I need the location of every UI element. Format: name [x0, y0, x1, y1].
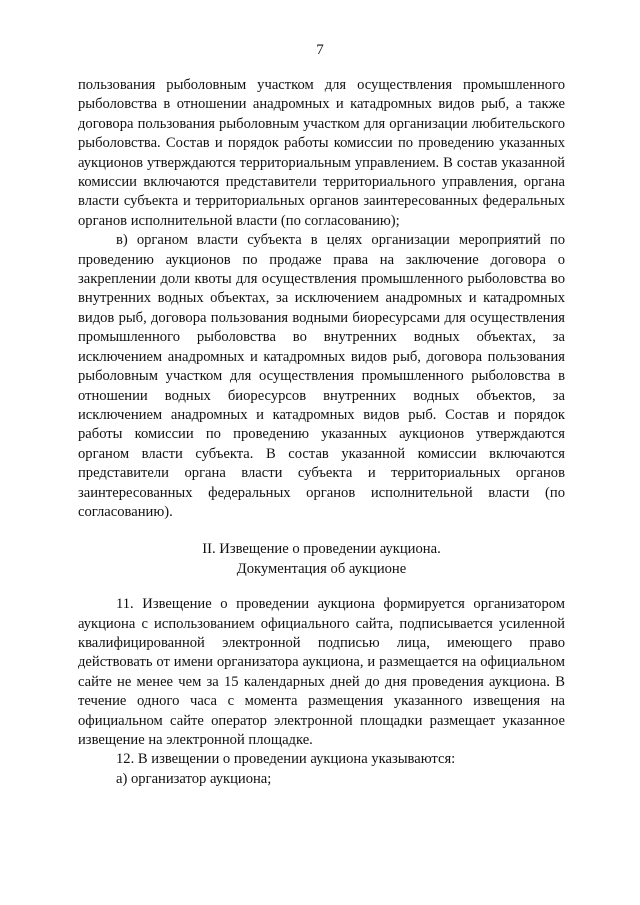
paragraph-item-11: 11. Извещение о проведении аукциона формируется организатором аукциона с использованием официального сайта, подписывается усиленной квалифицированной электронной подписью лица, имеющего право действовать от имени организатора аукциона, и размещается на официальном сайте не менее чем за 15 календарных дней до дня проведения аукциона. В течение одного часа с момента размещения указанного извещения на официальном сайте оператор электронной площадки размещает указанное извещение на электронной площадке. [78, 596, 565, 748]
paragraph-item-12: 12. В извещении о проведении аукциона указываются: [116, 751, 456, 768]
document-body [78, 76, 565, 789]
paragraph-item-v: в) органом власти субъекта в целях организации мероприятий по проведению аукционов по продаже права на заключение договора о закреплении доли квоты для осуществления промышленного рыболовства во внутренних водных объектах, за исключением анадромных и катадромных видов рыб, договора пользования водными биоресурсами для осуществления промышленного рыболовства во внутренних водных объектах, за исключением анадромных и катадромных видов рыб, договора пользования рыболовным участком для осуществления промышленного рыболовства в отношении водных биоресурсов внутренних водных объектов, за исключением анадромных и катадромных видов рыб. Состав и порядок работы комиссии по проведению указанных аукционов утверждаются органом власти субъекта. В состав указанной комиссии включаются представители органа власти субъекта и территориальных органов заинтересованных федеральных органов исполнительной власти (по согласованию). [78, 232, 565, 520]
section-heading-line-2: Документация об аукционе [236, 560, 407, 577]
paragraph-item-12a: а) организатор аукциона; [116, 770, 272, 787]
section-heading-line-1: II. Извещение о проведении аукциона. [202, 541, 441, 558]
section-heading [78, 540, 565, 579]
paragraph-continuation: пользования рыболовным участком для осуществления промышленного рыболовства в отношении анадромных и катадромных видов рыб, а также договора пользования рыболовным участком для организации любительского рыболовства. Состав и порядок работы комиссии по проведению указанных аукционов утверждаются территориальным управлением. В состав указанной комиссии включаются представители территориального управления, органа власти субъекта и территориальных органов заинтересованных федеральных органов исполнительной власти (по согласованию); [78, 77, 565, 229]
page-number: 7 [316, 42, 324, 58]
